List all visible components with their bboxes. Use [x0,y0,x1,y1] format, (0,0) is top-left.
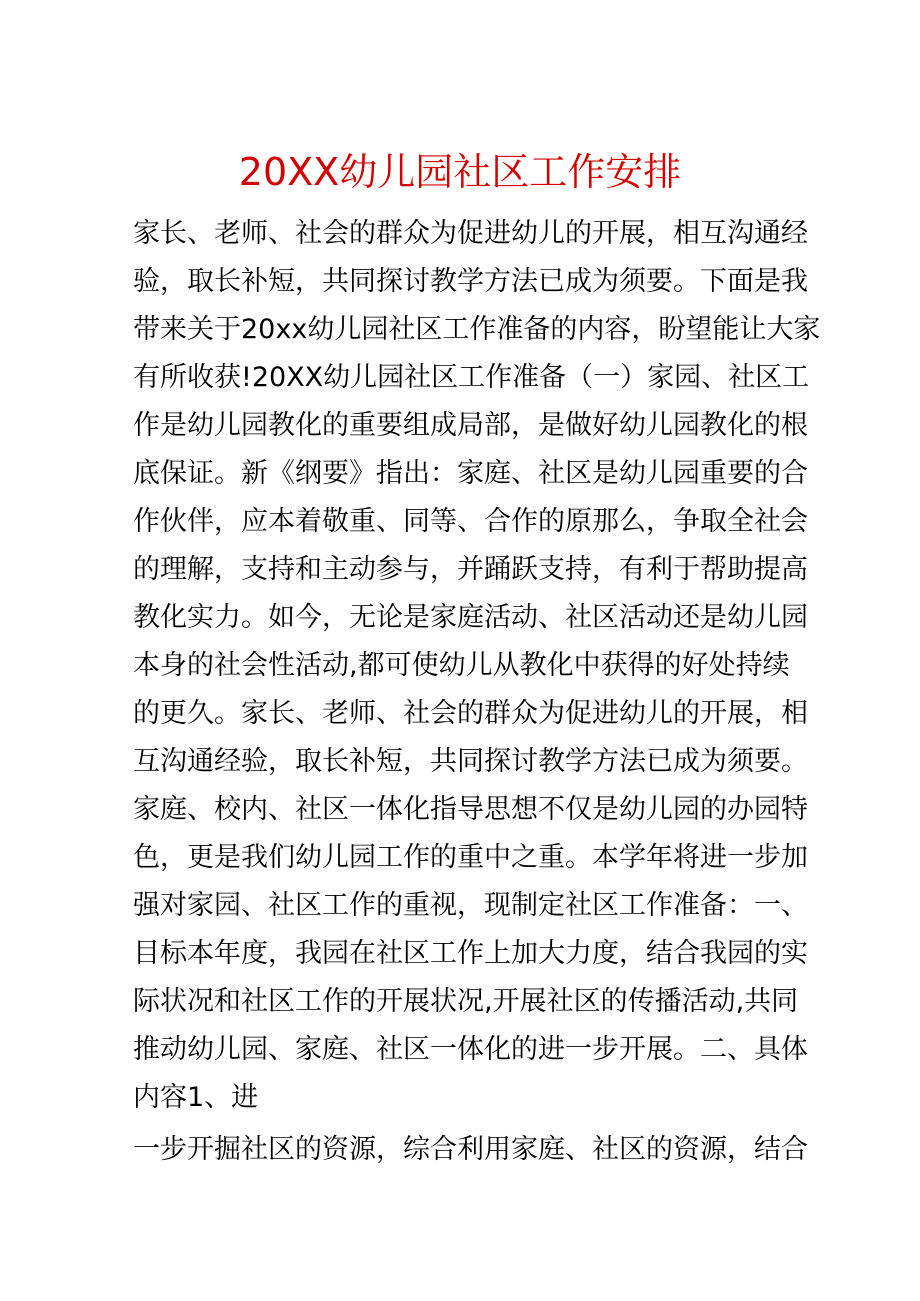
body-line-15: 强对家园、社区工作的重视，现制定社区工作准备：一、 [133,890,808,921]
body-line-6: 底保证。新《纲要》指出：家庭、社区是幼儿园重要的合 [133,458,808,489]
body-line-18: 推动幼儿园、家庭、社区一体化的进一步开展。二、具体 [133,1034,808,1065]
body-line-13: 家庭、校内、社区一体化指导思想不仅是幼儿园的办园特 [133,794,808,825]
body-line-3: 带来关于20xx幼儿园社区工作准备的内容，盼望能让大家 [133,314,821,345]
body-line-14: 色，更是我们幼儿园工作的重中之重。本学年将进一步加 [133,842,808,873]
body-line-12: 互沟通经验，取长补短，共同探讨教学方法已成为须要。 [133,746,808,777]
body-line-5: 作是幼儿园教化的重要组成局部，是做好幼儿园教化的根 [133,410,808,441]
body-line-19: 内容1、进 [133,1082,259,1113]
body-line-8: 的理解，支持和主动参与，并踊跃支持，有利于帮助提高 [133,554,808,585]
body-line-7: 作伙伴，应本着敬重、同等、合作的原那么，争取全社会 [133,506,808,537]
body-line-9: 教化实力。如今，无论是家庭活动、社区活动还是幼儿园 [133,602,808,633]
body-line-11: 的更久。家长、老师、社会的群众为促进幼儿的开展，相 [133,698,808,729]
body-line-17: 际状况和社区工作的开展状况,开展社区的传播活动,共同 [133,986,799,1017]
body-line-20: 一步开掘社区的资源，综合利用家庭、社区的资源，结合 [133,1134,808,1165]
body-line-2: 验，取长补短，共同探讨教学方法已成为须要。下面是我 [133,266,808,297]
document-title: 20XX幼儿园社区工作安排 [238,150,682,194]
body-line-1: 家长、老师、社会的群众为促进幼儿的开展，相互沟通经 [133,218,808,249]
body-line-16: 目标本年度，我园在社区工作上加大力度，结合我园的实 [133,938,808,969]
body-line-10: 本身的社会性活动,都可使幼儿从教化中获得的好处持续 [133,650,790,681]
body-line-4: 有所收获!20XX幼儿园社区工作准备（一）家园、社区工 [133,362,810,393]
